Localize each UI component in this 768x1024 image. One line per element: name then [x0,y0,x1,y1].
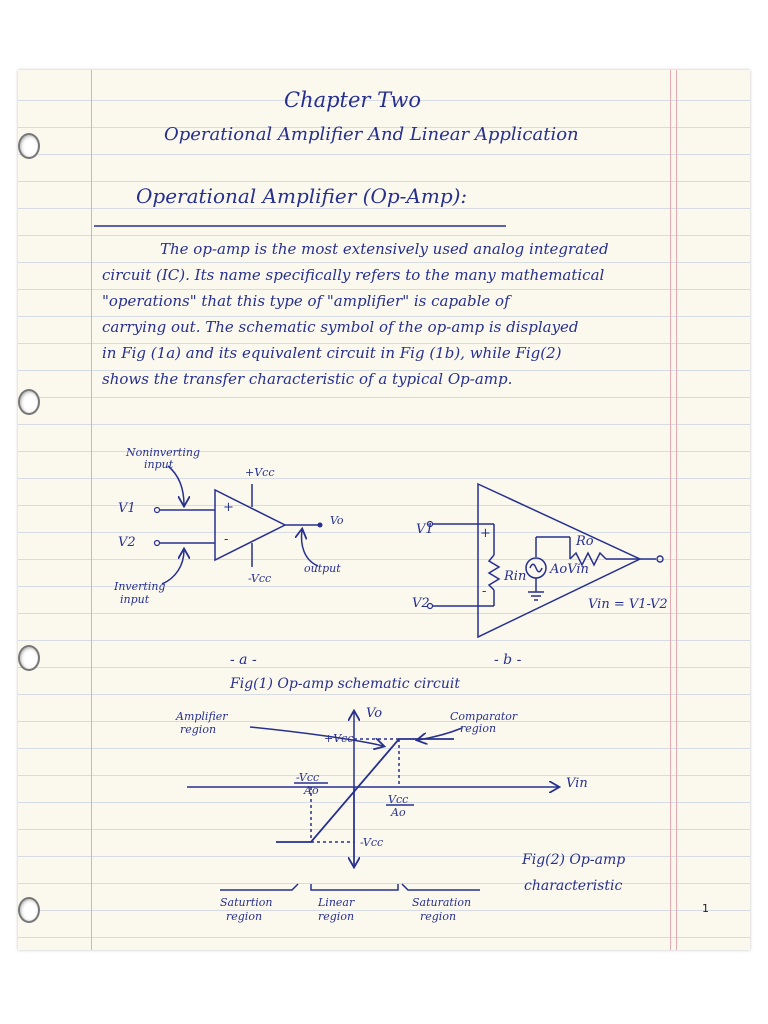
chapter-title: Chapter Two [284,88,422,112]
v2-label: V2 [118,535,136,550]
rin-resistor [489,555,499,590]
paragraph-line: circuit (IC). Its name specifically refers to the many mathematical [102,266,605,284]
neg-vcc-over-ao-bottom: Ao [304,784,319,797]
transfer-curve [276,739,454,842]
fig2-vcc-positive: +Vcc [324,732,354,745]
section-heading: Operational Amplifier (Op-Amp): [136,184,468,208]
fig1a-sublabel: - a - [230,652,257,668]
paragraph-line: "operations" that this type of "amplifier" is capable of [102,292,510,310]
vo-terminal [318,523,322,527]
output-label: output [304,562,341,575]
minus-sign: - [224,532,229,547]
vcc-negative-label: -Vcc [248,572,272,585]
inverting-input-label: input [120,593,150,606]
saturation-left-brace [220,884,298,890]
paragraph-line: in Fig (1a) and its equivalent circuit in Fig (1b), while Fig(2) [102,344,562,362]
noninverting-input-label: input [144,458,174,471]
amplifier-region-label-2: region [180,723,217,736]
paragraph-line: shows the transfer characteristic of a typical Op-amp. [102,370,513,388]
fig2-transfer-characteristic [187,712,558,890]
b-vo-terminal [657,556,663,562]
saturation-right-label: Saturation [412,896,472,909]
b-plus-sign: + [480,526,491,541]
ro-label: Ro [576,534,594,549]
fig1a-opamp-symbol [160,466,318,584]
equivalent-triangle [478,484,640,637]
fig1b-sublabel: - b - [494,652,522,668]
b-v1-label: V1 [416,522,434,537]
chapter-subtitle: Operational Amplifier And Linear Application [164,124,579,145]
linear-region-label: Linear [318,896,355,909]
saturation-right-label-2: region [420,910,457,923]
neg-vcc-over-ao-top: -Vcc [296,771,320,784]
fig2-caption-line2: characteristic [524,878,623,894]
comparator-region-label: Comparator [450,710,518,723]
b-minus-sign: - [482,584,487,599]
vo-label: Vo [330,514,344,527]
saturation-right-brace [402,884,480,890]
vin-equation: Vin = V1-V2 [588,597,668,612]
fig2-caption-line1: Fig(2) Op-amp [522,852,626,868]
plus-sign: + [223,500,234,515]
paragraph-line: carrying out. The schematic symbol of the op-amp is displayed [102,318,579,336]
inverting-label: Inverting [114,580,166,593]
fig2-vcc-negative: -Vcc [360,836,384,849]
noninverting-label: Noninverting [126,446,200,459]
paragraph-line: The op-amp is the most extensively used analog integrated [160,240,609,258]
amplifier-region-label: Amplifier [176,710,228,723]
pos-vcc-over-ao-top: Vcc [388,793,409,806]
linear-region-label-2: region [318,910,355,923]
fig1b-equivalent-circuit [432,484,656,637]
v2-terminal [155,541,160,546]
linear-brace [311,884,398,890]
v1-label: V1 [118,501,136,516]
aovin-label: AoVin [550,562,589,577]
fig2-vo-label: Vo [366,706,383,721]
comparator-region-label-2: region [460,722,497,735]
fig1-caption: Fig(1) Op-amp schematic circuit [230,676,460,692]
vin-axis-label: Vin [566,776,588,791]
b-v2-label: V2 [412,596,430,611]
rin-label: Rin [504,569,527,584]
vcc-positive-label: +Vcc [245,466,275,479]
page-number: 1 [702,902,709,915]
saturation-left-label: Saturtion [220,896,273,909]
saturation-left-label-2: region [226,910,263,923]
v1-terminal [155,508,160,513]
pos-vcc-over-ao-bottom: Ao [391,806,406,819]
